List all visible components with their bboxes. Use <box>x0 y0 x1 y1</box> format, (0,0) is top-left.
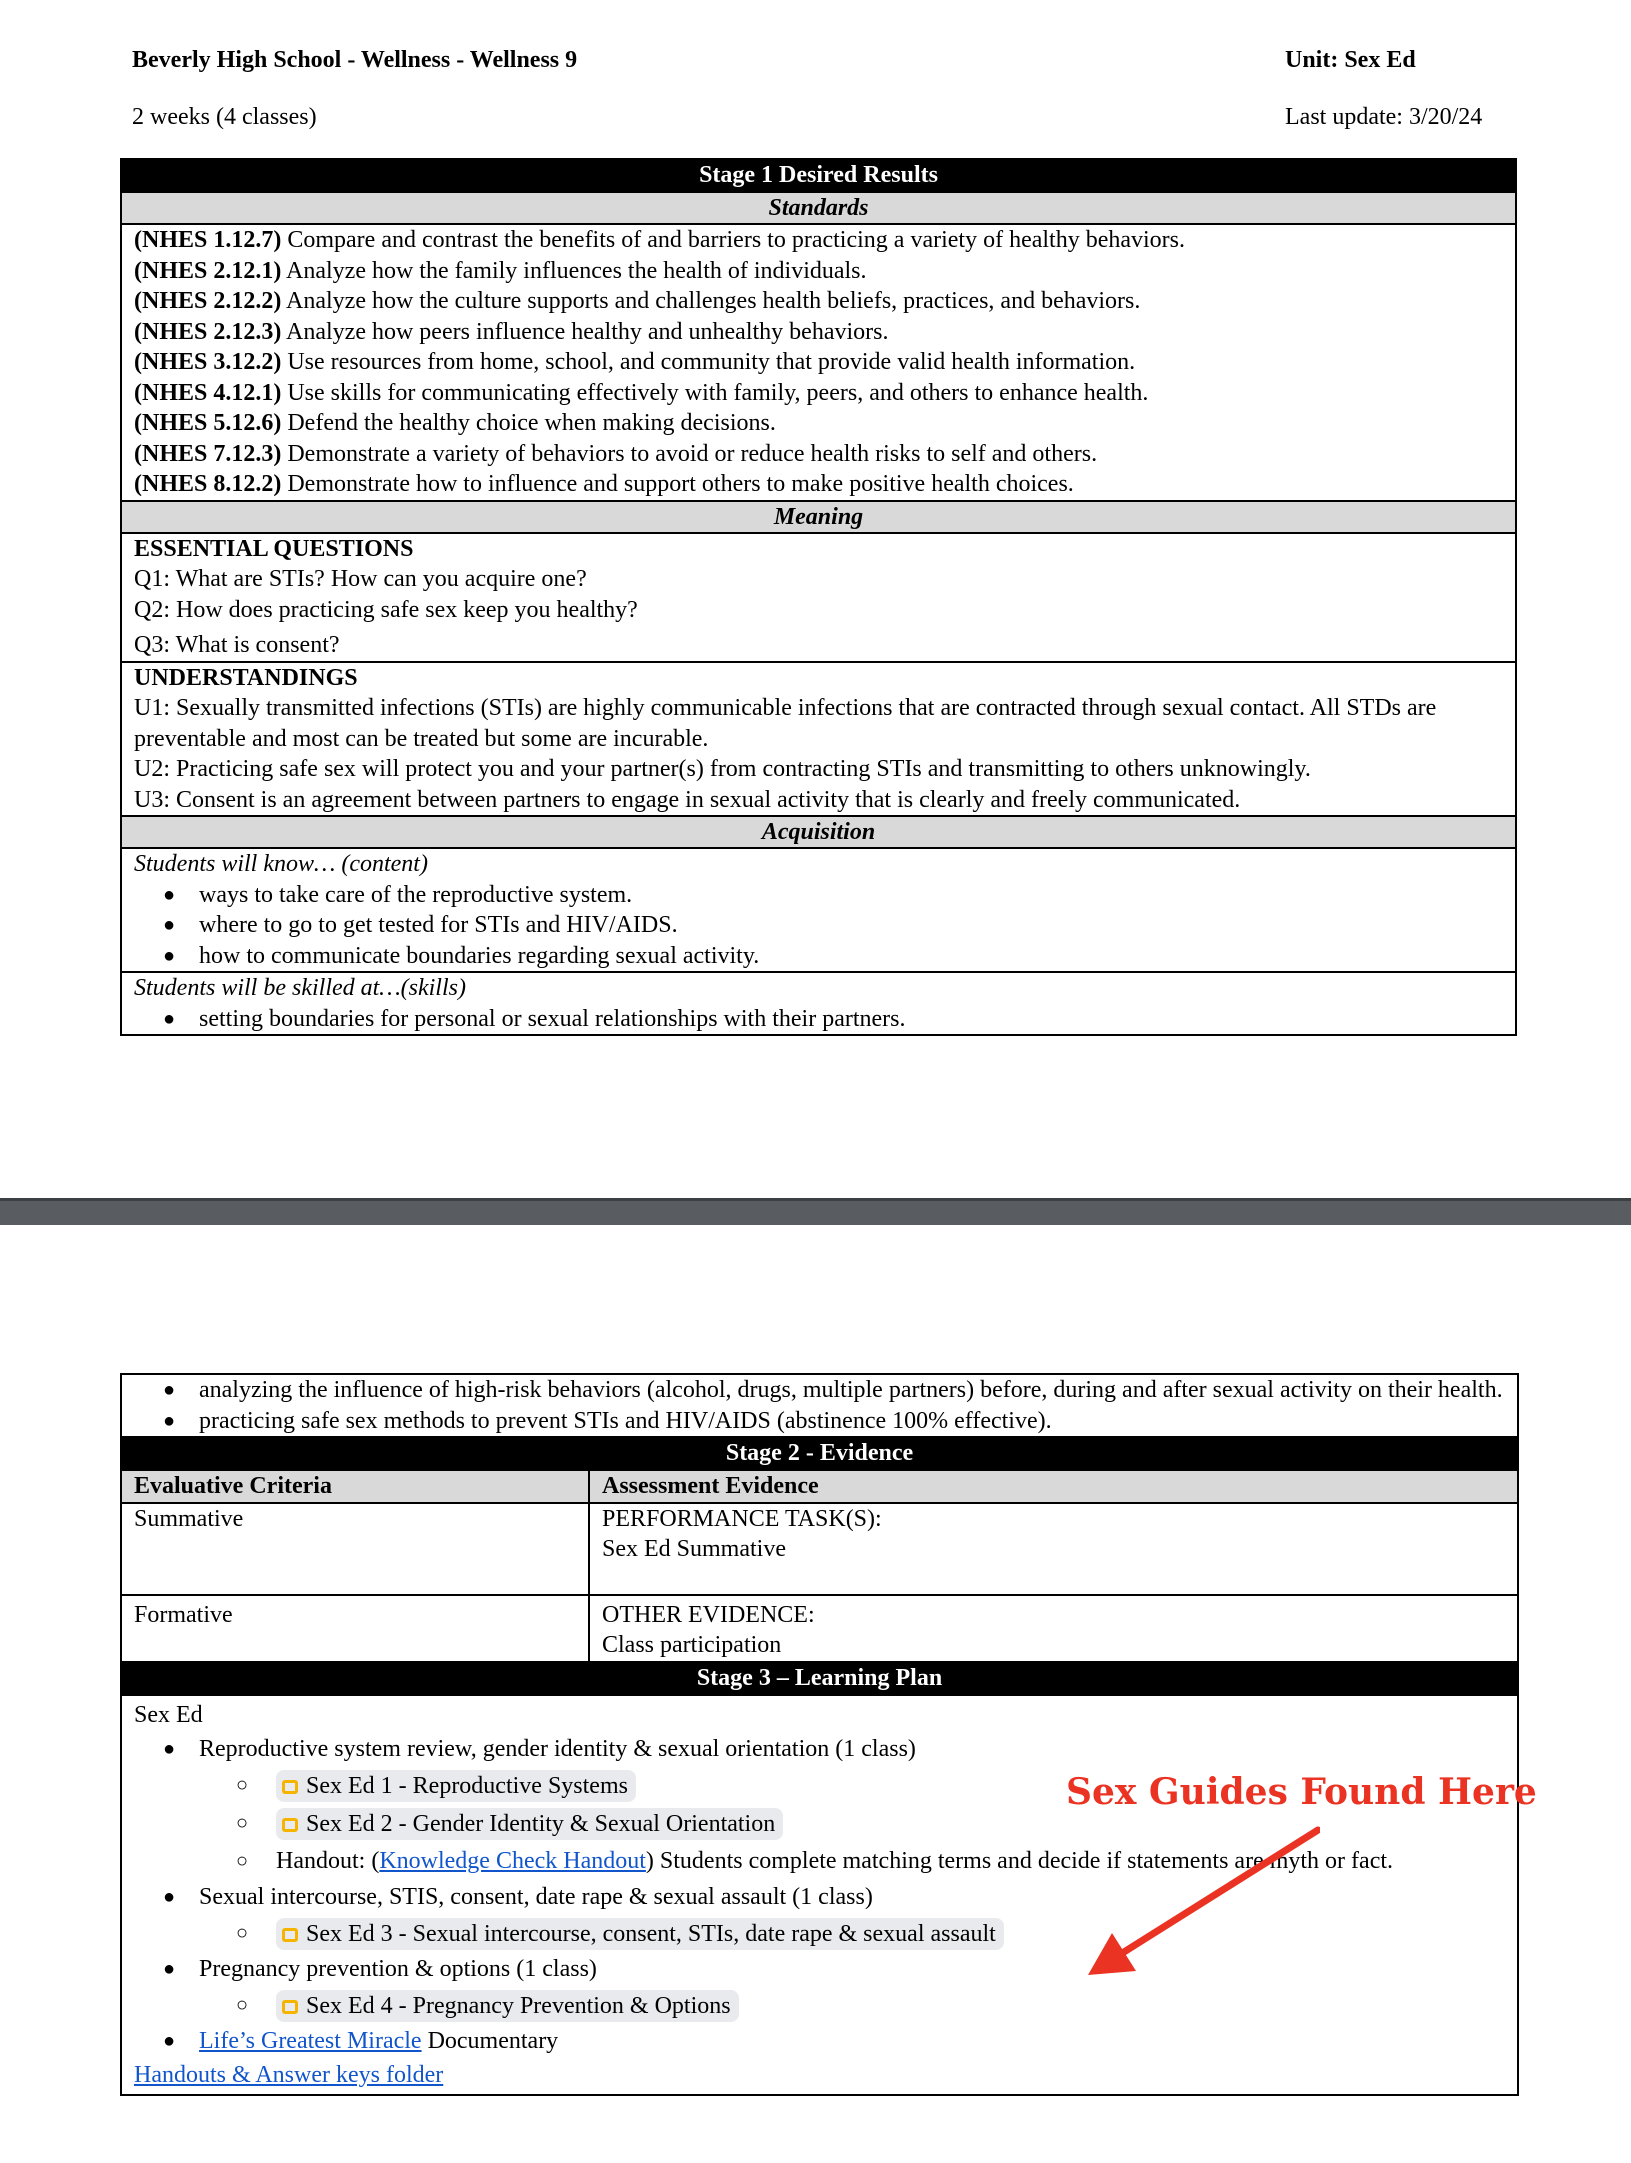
chip-label: Sex Ed 1 - Reproductive Systems <box>306 1772 628 1799</box>
skills-section <box>121 972 1516 1035</box>
understanding-item: U2: Practicing safe sex will protect you and your partner(s) from contracting STIs and transmitting to others unknowingly. <box>134 756 1311 782</box>
standard-code: (NHES 2.12.2) <box>134 288 282 314</box>
red-arrow-icon <box>1080 1825 1320 1975</box>
chip-label: Sex Ed 3 - Sexual intercourse, consent, STIs, date rape & sexual assault <box>306 1920 996 1947</box>
standard-code: (NHES 5.12.6) <box>134 410 282 436</box>
evaluative-criteria-heading: Evaluative Criteria <box>121 1470 589 1503</box>
assessment-evidence-heading: Assessment Evidence <box>589 1470 1518 1503</box>
standard-text: Use resources from home, school, and community that provide valid health information. <box>281 349 1136 375</box>
skill-item: ● analyzing the influence of high-risk behaviors (alcohol, drugs, multiple partners) before, during and after sexual activity on their health. <box>199 1375 1505 1406</box>
standard-text: Compare and contrast the benefits of and barriers to practicing a variety of healthy behaviors. <box>281 227 1186 253</box>
standard-code: (NHES 1.12.7) <box>134 227 282 253</box>
skill-item: ● practicing safe sex methods to prevent STIs and HIV/AIDS (abstinence 100% effective). <box>199 1406 1505 1437</box>
standard-item <box>134 408 1503 439</box>
performance-cell <box>589 1503 1518 1595</box>
standard-text: Demonstrate how to influence and support others to make positive health choices. <box>281 471 1074 497</box>
standard-text: Analyze how peers influence healthy and unhealthy behaviors. <box>281 318 889 345</box>
plan-item-text: Pregnancy prevention & options (1 class) <box>199 1955 597 1982</box>
chip-item <box>276 1914 1505 1952</box>
standard-item <box>134 439 1503 470</box>
skilled-heading: Students will be skilled at…(skills) <box>134 975 466 1001</box>
other-label: OTHER EVIDENCE: <box>602 1601 815 1628</box>
handout-suffix: ) Students complete matching terms and decide if statements are myth or fact. <box>645 1847 1394 1874</box>
understandings <box>121 662 1516 817</box>
formative-label: Formative <box>121 1595 589 1662</box>
standard-code: (NHES 3.12.2) <box>134 349 282 375</box>
standard-code: (NHES 8.12.2) <box>134 471 282 497</box>
last-update: Last update: 3/20/24 <box>1285 104 1483 130</box>
acquisition-heading: Acquisition <box>121 816 1516 848</box>
unit-title: Unit: Sex Ed <box>1285 47 1416 73</box>
standards-container <box>134 225 1503 500</box>
standard-text: Use skills for communicating effectively with family, peers, and others to enhance health. <box>281 379 1149 406</box>
slides-chip-4[interactable] <box>276 1990 739 2022</box>
other-evidence-cell <box>589 1595 1518 1662</box>
skill-item: ● setting boundaries for personal or sexual relationships with their partners. <box>199 1004 1503 1035</box>
page-separator <box>0 1198 1631 1225</box>
standard-code: (NHES 7.12.3) <box>134 440 282 467</box>
google-slides-icon <box>282 2000 298 2014</box>
question-item: Q1: What are STIs? How can you acquire one? <box>134 566 587 592</box>
plan-item-text: Sexual intercourse, STIS, consent, date rape & sexual assault (1 class) <box>199 1883 873 1910</box>
slides-chip-3[interactable] <box>276 1918 1004 1950</box>
performance-label: PERFORMANCE TASK(S): <box>602 1505 882 1532</box>
google-slides-icon <box>282 1928 298 1942</box>
standard-item <box>134 286 1503 317</box>
standards-list <box>121 224 1516 501</box>
understanding-item: U1: Sexually transmitted infections (STIs) are highly communicable infections that are contracted through sexual contact. All STDs are preventable and most can be treated but some are incurable. <box>134 695 1437 752</box>
meaning-heading: Meaning <box>121 501 1516 533</box>
standard-text: Demonstrate a variety of behaviors to avoid or reduce health risks to self and others. <box>281 440 1098 467</box>
stage1-table <box>120 158 1517 1036</box>
understanding-item: U3: Consent is an agreement between partners to engage in sexual activity that is clearly and freely communicated. <box>134 786 1241 813</box>
standard-code: (NHES 4.12.1) <box>134 379 282 406</box>
standard-text: Analyze how the culture supports and challenges health beliefs, practices, and behaviors. <box>281 288 1141 314</box>
eq-heading: ESSENTIAL QUESTIONS <box>134 535 414 562</box>
handout-item <box>276 1842 1505 1880</box>
knowledge-check-link[interactable]: Knowledge Check Handout <box>379 1847 646 1874</box>
skills-continued <box>121 1374 1518 1437</box>
stage1-title: Stage 1 Desired Results <box>121 159 1516 192</box>
standard-item <box>134 256 1503 287</box>
standard-text: Analyze how the family influences the health of individuals. <box>281 257 867 284</box>
essential-questions <box>121 533 1516 662</box>
standard-text: Defend the healthy choice when making decisions. <box>281 410 776 436</box>
stage2-3-table <box>120 1373 1519 2096</box>
know-section <box>121 848 1516 972</box>
handout-prefix: Handout: ( <box>276 1847 380 1874</box>
chip-label: Sex Ed 2 - Gender Identity & Sexual Orientation <box>306 1810 776 1837</box>
performance-value: Sex Ed Summative <box>602 1536 786 1562</box>
question-item: Q2: How does practicing safe sex keep you healthy? <box>134 596 638 623</box>
slides-chip-1[interactable] <box>276 1770 636 1802</box>
handouts-folder-link[interactable]: Handouts & Answer keys folder <box>134 2061 444 2088</box>
know-item: ● where to go to get tested for STIs and HIV/AIDS. <box>199 910 1503 941</box>
standard-code: (NHES 2.12.1) <box>134 257 282 284</box>
standard-code: (NHES 2.12.3) <box>134 318 282 345</box>
learning-plan-intro: Sex Ed <box>134 1701 203 1728</box>
know-item: ● how to communicate boundaries regarding sexual activity. <box>199 941 1503 972</box>
standard-item <box>134 469 1503 500</box>
slides-chip-2[interactable] <box>276 1808 783 1840</box>
question-item: Q3: What is consent? <box>134 632 340 658</box>
duration: 2 weeks (4 classes) <box>132 104 317 130</box>
summative-label: Summative <box>121 1503 589 1595</box>
other-value: Class participation <box>602 1632 782 1658</box>
know-item: ● ways to take care of the reproductive system. <box>199 880 1503 911</box>
standard-item <box>134 225 1503 256</box>
google-slides-icon <box>282 1818 298 1832</box>
stage2-title: Stage 2 - Evidence <box>121 1437 1518 1470</box>
standard-item <box>134 317 1503 348</box>
chip-label: Sex Ed 4 - Pregnancy Prevention & Options <box>306 1992 731 2019</box>
understandings-heading: UNDERSTANDINGS <box>134 664 358 691</box>
standards-heading: Standards <box>121 192 1516 224</box>
plan-item-text: Reproductive system review, gender identity & sexual orientation (1 class) <box>199 1735 916 1762</box>
stage3-title: Stage 3 – Learning Plan <box>121 1662 1518 1695</box>
know-heading: Students will know… (content) <box>134 851 428 877</box>
chip-item <box>276 1986 1505 2024</box>
lifes-greatest-miracle-link[interactable]: Life’s Greatest Miracle <box>199 2027 422 2054</box>
standard-item <box>134 347 1503 378</box>
school-title: Beverly High School - Wellness - Wellness 9 <box>132 47 578 73</box>
annotation-label: Sex Guides Found Here <box>1066 1771 1537 1813</box>
standard-item <box>134 378 1503 409</box>
plan-item <box>199 2024 1505 2058</box>
google-slides-icon <box>282 1780 298 1794</box>
documentary-label: Documentary <box>421 2027 559 2054</box>
